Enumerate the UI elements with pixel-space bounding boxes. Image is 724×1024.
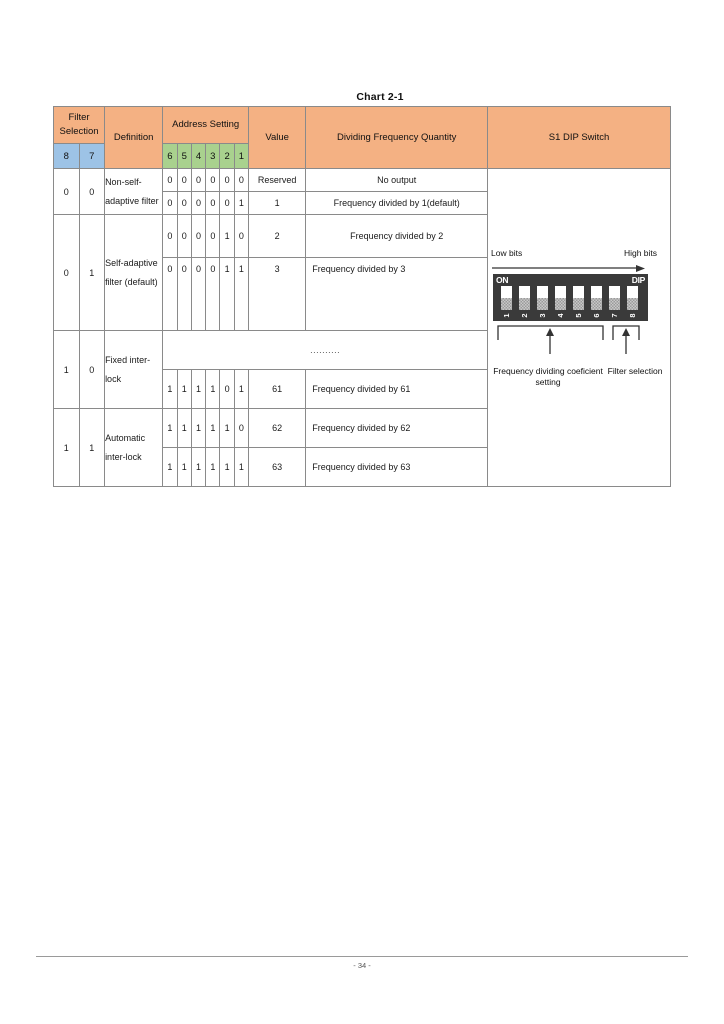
dip-toggle-3[interactable]	[537, 286, 548, 310]
dip-number-6: 6	[592, 312, 602, 318]
dip-switch-body	[493, 274, 648, 321]
cell-bit: 0	[220, 192, 234, 215]
header-definition: Definition	[105, 107, 163, 169]
cell-bit: 0	[206, 215, 220, 258]
cell-value: 63	[249, 448, 306, 487]
cell-sel8: 1	[54, 409, 80, 487]
cell-bit: 0	[163, 169, 177, 192]
cell-value: 61	[249, 370, 306, 409]
cell-bit: 1	[177, 448, 191, 487]
cell-bit: 0	[234, 169, 248, 192]
header-value: Value	[249, 107, 306, 169]
cell-value: Reserved	[249, 169, 306, 192]
cell-bit: 1	[191, 370, 205, 409]
cell-value: 2	[249, 215, 306, 258]
cell-bit: 1	[220, 258, 234, 331]
dip-toggle-6[interactable]	[591, 286, 602, 310]
cell-bit: 0	[163, 258, 177, 331]
cell-bit: 1	[234, 370, 248, 409]
cell-bit: 1	[234, 258, 248, 331]
cell-sel7: 1	[79, 409, 105, 487]
table-row	[54, 169, 671, 192]
header-filter-selection: Filter Selection	[54, 107, 105, 144]
cell-bit: 1	[163, 370, 177, 409]
cell-sel7: 0	[79, 331, 105, 409]
cell-value: 3	[249, 258, 306, 331]
cell-bit: 0	[191, 192, 205, 215]
cell-bit: 1	[177, 409, 191, 448]
cell-bit: 1	[191, 448, 205, 487]
cell-bit: 1	[177, 370, 191, 409]
cell-quantity: No output	[306, 169, 488, 192]
cell-bit: 1	[220, 215, 234, 258]
header-s1-dip-switch: S1 DIP Switch	[488, 107, 671, 169]
subheader-addr-bit-4: 4	[191, 144, 205, 169]
cell-bit: 0	[163, 192, 177, 215]
cell-bit: 1	[220, 409, 234, 448]
dip-toggle-2[interactable]	[519, 286, 530, 310]
cell-sel8: 0	[54, 169, 80, 215]
cell-bit: 0	[163, 215, 177, 258]
cell-definition: Non-self-adaptive filter	[105, 169, 163, 215]
dip-number-1: 1	[502, 312, 512, 318]
dip-toggle-5[interactable]	[573, 286, 584, 310]
cell-bit: 0	[177, 192, 191, 215]
dip-annotation-brackets-icon	[493, 324, 649, 366]
footer-divider	[36, 956, 688, 957]
cell-sel8: 0	[54, 215, 80, 331]
cell-quantity: Frequency divided by 1(default)	[306, 192, 488, 215]
cell-bit: 1	[206, 409, 220, 448]
cell-quantity: Frequency divided by 61	[306, 370, 488, 409]
cell-quantity: Frequency divided by 3	[306, 258, 488, 331]
header-dividing-frequency-quantity: Dividing Frequency Quantity	[306, 107, 488, 169]
cell-sel8: 1	[54, 331, 80, 409]
cell-sel7: 1	[79, 215, 105, 331]
dip-dip-label: DIP	[631, 274, 646, 285]
cell-bit: 0	[234, 409, 248, 448]
cell-bit: 1	[234, 448, 248, 487]
dip-number-3: 3	[538, 312, 548, 318]
cell-value: 1	[249, 192, 306, 215]
low-bits-label: Low bits	[491, 247, 523, 258]
cell-quantity: Frequency divided by 62	[306, 409, 488, 448]
dip-number-2: 2	[520, 312, 530, 318]
cell-bit: 0	[234, 215, 248, 258]
dip-switch-diagram	[489, 248, 669, 408]
cell-quantity: Frequency divided by 2	[306, 215, 488, 258]
chart-2-1-table	[53, 106, 671, 487]
header-address-setting: Address Setting	[163, 107, 249, 144]
page-number: - 34 -	[353, 961, 371, 970]
cell-value: 62	[249, 409, 306, 448]
cell-bit: 0	[191, 169, 205, 192]
table-header-row-1	[54, 107, 671, 144]
cell-bit: 0	[206, 169, 220, 192]
cell-bit: 0	[191, 258, 205, 331]
dip-toggle-4[interactable]	[555, 286, 566, 310]
subheader-addr-bit-3: 3	[206, 144, 220, 169]
dip-on-label: ON	[496, 274, 509, 285]
cell-bit: 0	[206, 192, 220, 215]
cell-bit: 1	[191, 409, 205, 448]
cell-bit: 0	[220, 169, 234, 192]
subheader-bit-8: 8	[54, 144, 80, 169]
cell-s1-dip-switch	[488, 169, 671, 487]
cell-bit: 0	[206, 258, 220, 331]
cell-bit: 1	[220, 448, 234, 487]
annotation-filter-selection: Filter selection	[607, 365, 663, 376]
cell-bit: 1	[163, 448, 177, 487]
dip-number-8: 8	[628, 312, 638, 318]
cell-bit: 0	[177, 215, 191, 258]
cell-bit: 0	[177, 169, 191, 192]
dip-toggle-7[interactable]	[609, 286, 620, 310]
cell-bit: 1	[206, 448, 220, 487]
cell-definition: Fixed inter-lock	[105, 331, 163, 409]
cell-bit: 0	[220, 370, 234, 409]
subheader-addr-bit-1: 1	[234, 144, 248, 169]
dip-number-4: 4	[556, 312, 566, 318]
dip-toggle-8[interactable]	[627, 286, 638, 310]
dip-toggle-1[interactable]	[501, 286, 512, 310]
cell-bit: 1	[206, 370, 220, 409]
cell-bit: 1	[163, 409, 177, 448]
subheader-addr-bit-2: 2	[220, 144, 234, 169]
cell-definition: Self-adaptive filter (default)	[105, 215, 163, 331]
annotation-coefficient-setting: Frequency dividing coeficient setting	[493, 365, 603, 387]
high-bits-label: High bits	[623, 247, 658, 258]
dip-number-5: 5	[574, 312, 584, 318]
chart-title	[0, 91, 724, 103]
cell-bit: 0	[177, 258, 191, 331]
subheader-bit-7: 7	[79, 144, 105, 169]
cell-definition: Automatic inter-lock	[105, 409, 163, 487]
dip-number-7: 7	[610, 312, 620, 318]
subheader-addr-bit-5: 5	[177, 144, 191, 169]
chart-title-text: Chart 2-1	[356, 91, 404, 103]
subheader-addr-bit-6: 6	[163, 144, 177, 169]
cell-bit: 0	[191, 215, 205, 258]
cell-ellipsis: ..........	[163, 331, 488, 370]
cell-quantity: Frequency divided by 63	[306, 448, 488, 487]
bits-direction-arrow-icon	[492, 265, 645, 273]
cell-bit: 1	[234, 192, 248, 215]
cell-sel7: 0	[79, 169, 105, 215]
